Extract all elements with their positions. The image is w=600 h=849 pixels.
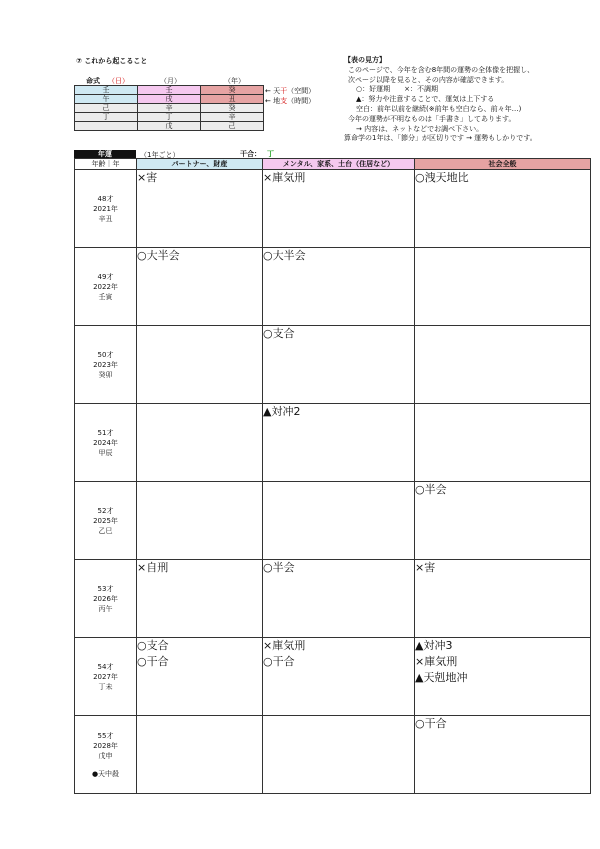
fortune-row	[75, 326, 591, 404]
fortune-cell	[137, 170, 263, 248]
fortune-entry: ×害	[137, 171, 158, 184]
fortune-entry: ×害	[415, 561, 436, 574]
pillar-cell: 己	[75, 104, 138, 113]
pillar-row	[75, 86, 264, 95]
pillar-row	[75, 122, 264, 131]
fortune-cell	[263, 716, 415, 794]
fortune-entry: ×庫気刑	[263, 171, 306, 184]
tenkan-note	[265, 86, 315, 96]
fortune-cell	[137, 326, 263, 404]
fortune-entry: ○支合	[263, 327, 295, 340]
age-line: 2025年	[93, 516, 118, 525]
age-line: 丙午	[98, 604, 113, 613]
fortune-entry: ×庫気刑	[263, 639, 306, 652]
fortune-entry: ▲対冲3	[415, 639, 453, 652]
fortune-cell	[415, 482, 591, 560]
fortune-table	[74, 158, 591, 794]
pillar-cell: 辛	[138, 104, 201, 113]
age-line: 戊申	[98, 751, 113, 760]
fortune-cell	[415, 638, 591, 716]
fortune-row	[75, 248, 591, 326]
legend-line: このページで、今年を含む8年間の運勢の全体像を把握し、	[348, 65, 535, 74]
tenkan-red: 干	[280, 87, 288, 95]
age-line: 55才	[97, 731, 114, 740]
pillar-cell: 丁	[75, 113, 138, 122]
fortune-entry: ○半会	[263, 561, 295, 574]
legend	[344, 56, 594, 144]
age-cell	[75, 560, 137, 638]
unsei-sub-label: （1年ごと）	[140, 151, 180, 159]
fortune-entry: ×自刑	[137, 561, 169, 574]
age-cell	[75, 482, 137, 560]
fortune-cell	[415, 248, 591, 326]
chishi-red: 支	[280, 97, 288, 105]
fortune-cell	[415, 716, 591, 794]
age-line: 甲辰	[98, 448, 113, 457]
fortune-cell	[137, 560, 263, 638]
age-line: 2026年	[93, 594, 118, 603]
pillar-cell: 癸	[201, 104, 264, 113]
legend-line: ○：好運期 ×：不調期	[356, 85, 438, 94]
fortune-cell	[137, 248, 263, 326]
pillar-cell: 戊	[138, 122, 201, 131]
unsei-label: 年運	[74, 150, 136, 158]
fortune-cell	[263, 638, 415, 716]
fortune-cell	[263, 326, 415, 404]
tenkan-prefix: ← 天	[265, 87, 281, 95]
age-line: 50才	[97, 350, 114, 359]
col-year-label: （年）	[224, 77, 245, 85]
legend-line: ▲：努力や注意することで、運気は上下する	[356, 95, 495, 104]
age-line: 癸卯	[98, 370, 113, 379]
col-month-label: （月）	[160, 77, 181, 85]
fortune-entry: ○大半会	[263, 249, 306, 262]
age-line: 2028年	[93, 741, 118, 750]
fortune-entry: ○干合	[415, 717, 447, 730]
fortune-cell	[137, 638, 263, 716]
col-mental-header: メンタル、家系、土台（住居など）	[263, 159, 415, 170]
age-cell	[75, 404, 137, 482]
section-title: ⑦ これから起こること	[76, 57, 148, 65]
tenchusatsu-note: ●天中殺	[91, 769, 120, 778]
fortune-cell	[415, 326, 591, 404]
legend-line: 次ページ以降を見ると、その内容が確認できます。	[348, 75, 509, 84]
pillar-cell: 辛	[201, 113, 264, 122]
fortune-table-header	[75, 159, 591, 170]
col-age-header: 年齢｜年	[75, 159, 137, 170]
pillar-cell: 壬	[75, 86, 138, 95]
col-day-label: （日）	[108, 77, 129, 85]
age-line: 54才	[97, 662, 114, 671]
pillar-cell: 癸	[201, 86, 264, 95]
fortune-row	[75, 560, 591, 638]
legend-line: 今年の運勢が不明なものは「手書き」してあります。	[348, 114, 516, 123]
fortune-entry: ▲対冲2	[263, 405, 301, 418]
legend-title: 【表の見方】	[344, 56, 386, 64]
meishiki-label: 命式	[86, 77, 100, 85]
kango-label: 干合：	[240, 150, 261, 158]
fortune-cell	[263, 170, 415, 248]
age-line: 壬寅	[98, 292, 113, 301]
fortune-cell	[263, 482, 415, 560]
col-partner-header: パートナー、財産	[137, 159, 263, 170]
age-line: 48才	[97, 194, 114, 203]
fortune-row	[75, 404, 591, 482]
fortune-entry: ○支合	[137, 639, 169, 652]
pillar-cell: 壬	[138, 86, 201, 95]
fortune-cell	[137, 716, 263, 794]
pillar-row	[75, 104, 264, 113]
pillar-cell: 戌	[138, 95, 201, 104]
age-line: 52才	[97, 506, 114, 515]
fortune-cell	[415, 404, 591, 482]
pillar-cell: 己	[201, 122, 264, 131]
legend-line: 空白：前年以前を継続(※前年も空白なら、前々年…)	[356, 104, 522, 113]
fortune-row	[75, 716, 591, 794]
fortune-cell	[415, 170, 591, 248]
legend-line: 算命学の1年は、「節分」が区切りです → 運勢もしかりです。	[344, 134, 537, 143]
chishi-suffix: （時間）	[287, 97, 316, 105]
pillar-row	[75, 113, 264, 122]
fortune-entry: ○干合	[137, 655, 169, 668]
pillar-cell: 丑	[201, 95, 264, 104]
kango-value: 丁	[267, 150, 274, 158]
age-line: 2023年	[93, 360, 118, 369]
age-line: 2024年	[93, 438, 118, 447]
fortune-entry: ○干合	[263, 655, 295, 668]
fortune-entry: ▲天剋地冲	[415, 671, 468, 684]
age-line: 2027年	[93, 672, 118, 681]
age-line: 2021年	[93, 204, 118, 213]
age-cell	[75, 716, 137, 794]
fortune-row	[75, 482, 591, 560]
fortune-cell	[263, 248, 415, 326]
age-cell	[75, 248, 137, 326]
pillar-cell: 丁	[138, 113, 201, 122]
fortune-cell	[415, 560, 591, 638]
fortune-row	[75, 170, 591, 248]
age-line: 2022年	[93, 282, 118, 291]
fortune-entry: ○半会	[415, 483, 447, 496]
age-cell	[75, 326, 137, 404]
fortune-entry: ○洩天地比	[415, 171, 469, 184]
age-line: 辛丑	[98, 214, 113, 223]
fortune-cell	[263, 404, 415, 482]
legend-line: → 内容は、ネットなどでお調べ下さい。	[356, 124, 484, 133]
age-cell	[75, 170, 137, 248]
col-society-header: 社会全般	[415, 159, 591, 170]
pillar-cell	[75, 122, 138, 131]
chishi-note	[265, 96, 315, 106]
tenkan-suffix: （空間）	[287, 87, 316, 95]
age-line: 丁未	[98, 682, 113, 691]
pillar-row	[75, 95, 264, 104]
fortune-cell	[137, 404, 263, 482]
age-line: 49才	[97, 272, 114, 281]
age-cell	[75, 638, 137, 716]
pillars-table	[74, 85, 264, 131]
age-line: 51才	[97, 428, 114, 437]
fortune-entry: ○大半会	[137, 249, 180, 262]
age-line: 乙巳	[98, 526, 113, 535]
fortune-cell	[263, 560, 415, 638]
pillar-cell: 午	[75, 95, 138, 104]
fortune-row	[75, 638, 591, 716]
chishi-prefix: ← 地	[265, 97, 281, 105]
fortune-cell	[137, 482, 263, 560]
age-line: 53才	[97, 584, 114, 593]
fortune-entry: ×庫気刑	[415, 655, 458, 668]
